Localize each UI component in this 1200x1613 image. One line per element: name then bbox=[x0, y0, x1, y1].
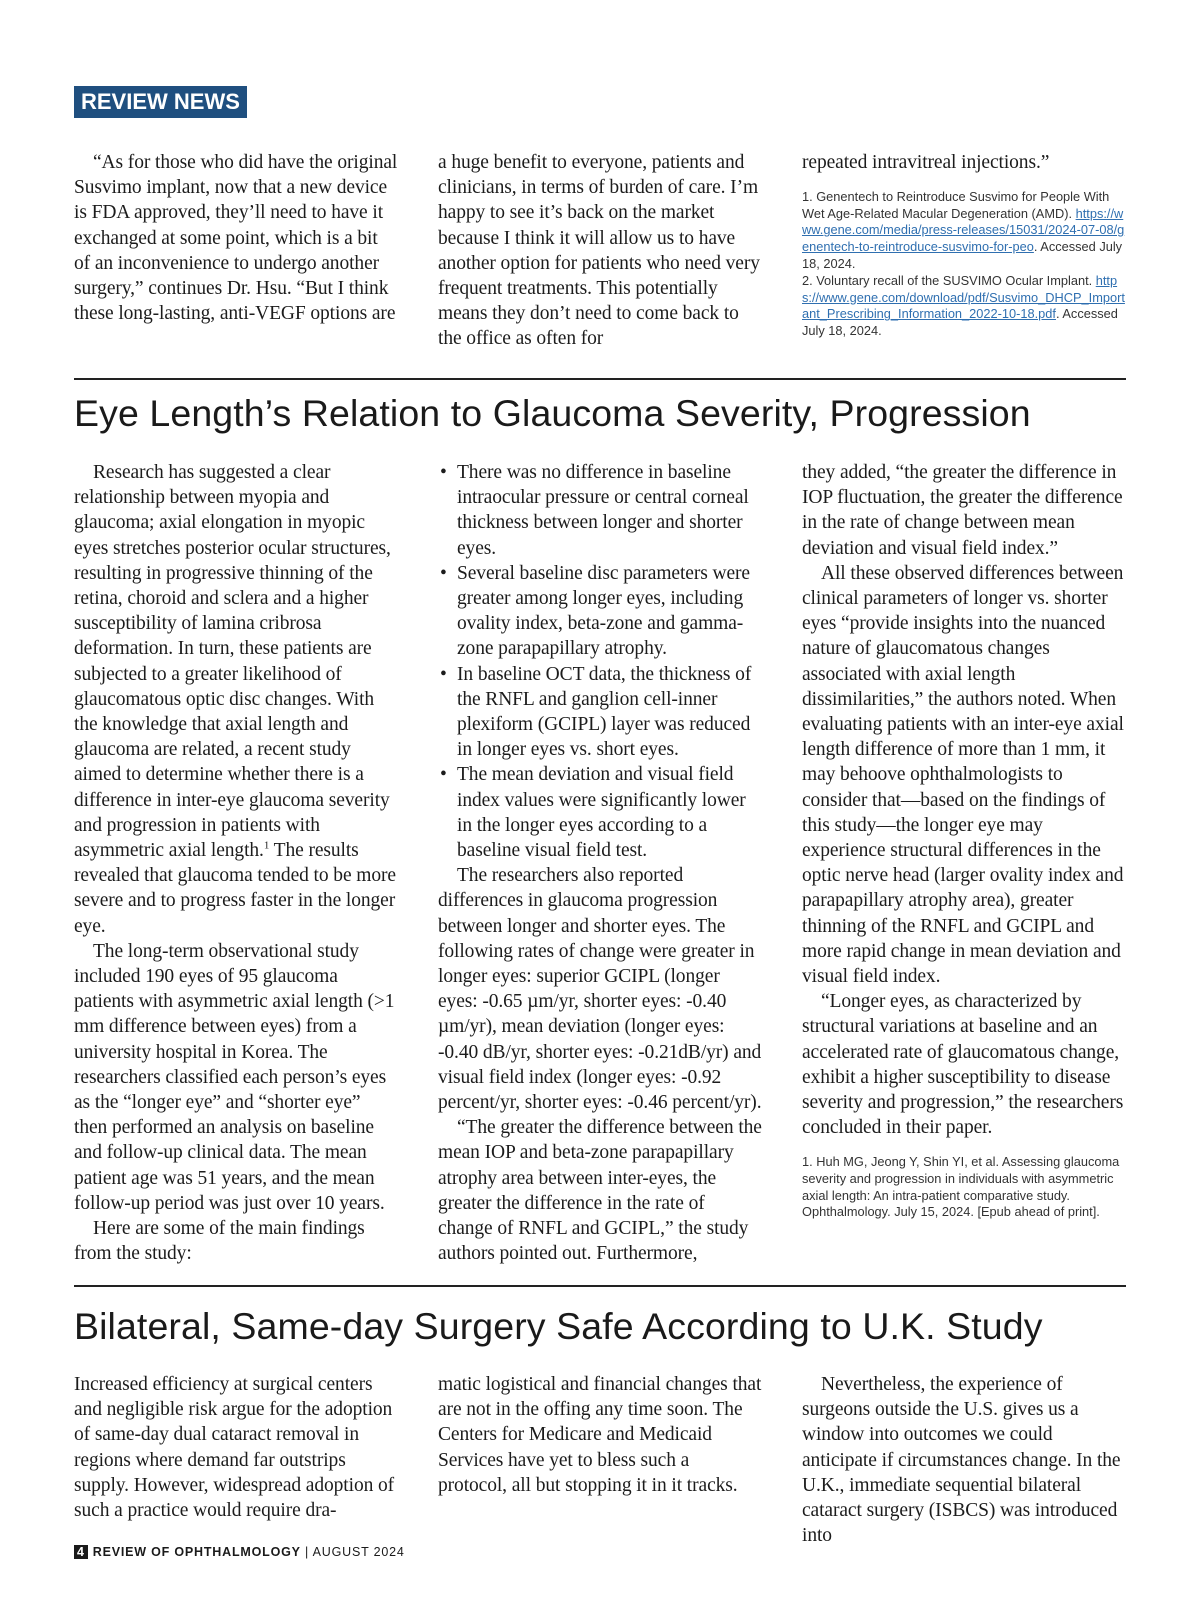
reference-item bbox=[802, 273, 1126, 339]
article3-col1-text: Increased efficiency at surgical centers and negligible risk argue for the adoption of same-day dual cataract removal in regions where demand far outstrips supply. However, widespread adoption of such a practice would require dra- bbox=[74, 1374, 395, 1522]
issue-date: AUGUST 2024 bbox=[312, 1545, 405, 1559]
article1-col3-text: repeated intravitreal injections.” bbox=[802, 152, 1050, 173]
list-item: • In baseline OCT data, the thickness of the RNFL and ganglion cell-inner plexiform (GCIPL) layer was reduced in longer eyes vs. short eyes. bbox=[438, 662, 762, 763]
article3-col3-text: Nevertheless, the experience of surgeons outside the U.S. gives us a window into outcomes we could anticipate if circumstances change. In the U.K., immediate sequential bilateral cataract surgery (ISBCS) was introduced into bbox=[802, 1374, 1121, 1547]
section-divider bbox=[74, 378, 1126, 380]
article1-references bbox=[802, 189, 1126, 339]
section-badge: REVIEW NEWS bbox=[74, 86, 247, 118]
article1-col1 bbox=[74, 150, 398, 352]
paragraph-text: The results revealed that glaucoma tended to be more severe and to progress faster in the longer eye. bbox=[74, 840, 396, 937]
article2-col2 bbox=[438, 460, 762, 1267]
article-continuation bbox=[74, 150, 1126, 352]
article2-col1 bbox=[74, 460, 398, 1267]
page-footer bbox=[74, 1545, 405, 1559]
article2-reference: 1. Huh MG, Jeong Y, Shin YI, et al. Assessing glaucoma severity and progression in individuals with asymmetric axial length: An intra-patient comparative study. Ophthalmology. July 15, 2024. [Epub ahead of print]. bbox=[802, 1154, 1120, 1220]
paragraph-text: Research has suggested a clear relationship between myopia and glaucoma; axial elongation in myopic eyes stretches posterior ocular structures, resulting in progressive thinning of the retina, choroid and sclera and a higher susceptibility of lamina cribrosa deformation. In turn, these patients are subjected to a greater likelihood of glaucomatous optic disc changes. With the knowledge that axial length and glaucoma are related, a recent study aimed to determine whether there is a difference in inter-eye glaucoma severity and progression in patients with asymmetric axial length. bbox=[74, 462, 391, 862]
footer-separator: | bbox=[300, 1545, 313, 1559]
page-number: 4 bbox=[74, 1545, 88, 1559]
paragraph: “Longer eyes, as characterized by structural variations at baseline and an accelerated rate of glaucomatous change, exhibit a higher susceptibility to disease severity and progression,” the researchers concluded in their paper. bbox=[802, 991, 1124, 1139]
article1-col1-text: “As for those who did have the original Susvimo implant, now that a new device is FDA approved, they’ll need to have it exchanged at some point, which is a bit of an inconvenience to undergo another surgery,” continues Dr. Hsu. “But I think these long-lasting, anti-VEGF options are bbox=[74, 152, 398, 325]
section-divider bbox=[74, 1285, 1126, 1287]
article3-title: Bilateral, Same-day Surgery Safe According to U.K. Study bbox=[74, 1305, 1043, 1347]
article1-col2-text: a huge benefit to everyone, patients and clinicians, in terms of burden of care. I’m happy to see it’s back on the market because I think it will allow us to have another option for patients who need very frequent treatments. This potentially means they don’t need to come back to the office as often for bbox=[438, 152, 760, 350]
paragraph: The researchers also reported differences in glaucoma progression between longer and shorter eyes. The following rates of change were greater in longer eyes: superior GCIPL (longer eyes: -0.65 µm/yr, shorter eyes: -0.40 µm/yr), mean deviation (longer eyes: -0.40 dB/yr, shorter eyes: -0.21dB/yr) and visual field index (longer eyes: -0.92 percent/yr, shorter eyes: -0.46 percent/yr). bbox=[438, 865, 762, 1114]
citation-marker: 1 bbox=[263, 839, 270, 852]
list-item: • The mean deviation and visual field index values were significantly lower in the longer eyes according to a baseline visual field test. bbox=[438, 762, 762, 863]
reference-accessed: . Accessed July 18, 2024. bbox=[802, 306, 1118, 338]
paragraph: The long-term observational study included 190 eyes of 95 glaucoma patients with asymmetric axial length (>1 mm difference between eyes) from a university hospital in Korea. The researchers classified each person’s eyes as the “longer eye” and “shorter eye” then performed an analysis on baseline and follow-up clinical data. The mean patient age was 51 years, and the mean follow-up period was just over 10 years. bbox=[74, 940, 395, 1214]
article1-col3 bbox=[802, 150, 1126, 352]
magazine-name: REVIEW OF OPHTHALMOLOGY bbox=[92, 1545, 301, 1559]
paragraph bbox=[74, 460, 398, 939]
article1-col2 bbox=[438, 150, 762, 352]
reference-link[interactable]: https://www.gene.com/download/pdf/Susvimo_DHCP_Important_Prescribing_Information_2022-10-18.pdf bbox=[802, 273, 1125, 322]
paragraph: All these observed differences between clinical parameters of longer vs. shorter eyes “provide insights into the nuanced nature of glaucomatous changes associated with axial length dissimilarities,” the authors noted. When evaluating patients with an inter-eye axial length difference of more than 1 mm, it may behoove ophthalmologists to consider that—based on the findings of this study—the longer eye may experience structural differences in the optic nerve head (larger ovality index and parapapillary atrophy area), greater thinning of the RNFL and GCIPL and more rapid change in mean deviation and visual field index. bbox=[802, 562, 1124, 988]
paragraph: Here are some of the main findings from the study: bbox=[74, 1218, 365, 1265]
reference-item bbox=[802, 189, 1126, 272]
list-item: • There was no difference in baseline intraocular pressure or central corneal thickness between longer and shorter eyes. bbox=[438, 460, 762, 561]
article2-title: Eye Length’s Relation to Glaucoma Severity, Progression bbox=[74, 392, 1031, 434]
paragraph: “The greater the difference between the mean IOP and beta-zone parapapillary atrophy area between inter-eyes, the greater the difference in the rate of change of RNFL and GCIPL,” the study authors pointed out. Furthermore, bbox=[438, 1117, 762, 1265]
reference-text: 2. Voluntary recall of the SUSVIMO Ocular Implant. bbox=[802, 273, 1096, 289]
article3-col2-text: matic logistical and financial changes that are not in the offing any time soon. The Centers for Medicare and Medicaid Services have yet to bless such a protocol, all but stopping it in it tracks. bbox=[438, 1374, 762, 1496]
list-item: • Several baseline disc parameters were greater among longer eyes, including ovality index, beta-zone and gamma-zone parapapillary atrophy. bbox=[438, 561, 762, 662]
article2-body bbox=[74, 460, 1126, 1267]
paragraph: they added, “the greater the difference in IOP fluctuation, the greater the difference in the rate of change between mean deviation and visual field index.” bbox=[802, 462, 1123, 559]
reference-accessed: . Accessed July 18, 2024. bbox=[802, 238, 1123, 271]
reference-link[interactable]: https://www.gene.com/media/press-releases/15031/2024-07-08/genentech-to-reintroduce-susvimo-for-peo bbox=[802, 205, 1125, 254]
article3-body bbox=[74, 1372, 1126, 1548]
reference-text: 1. Genentech to Reintroduce Susvimo for People With Wet Age-Related Macular Degeneration (AMD). bbox=[802, 189, 1110, 221]
findings-list bbox=[438, 460, 762, 863]
article2-col3 bbox=[802, 460, 1126, 1267]
